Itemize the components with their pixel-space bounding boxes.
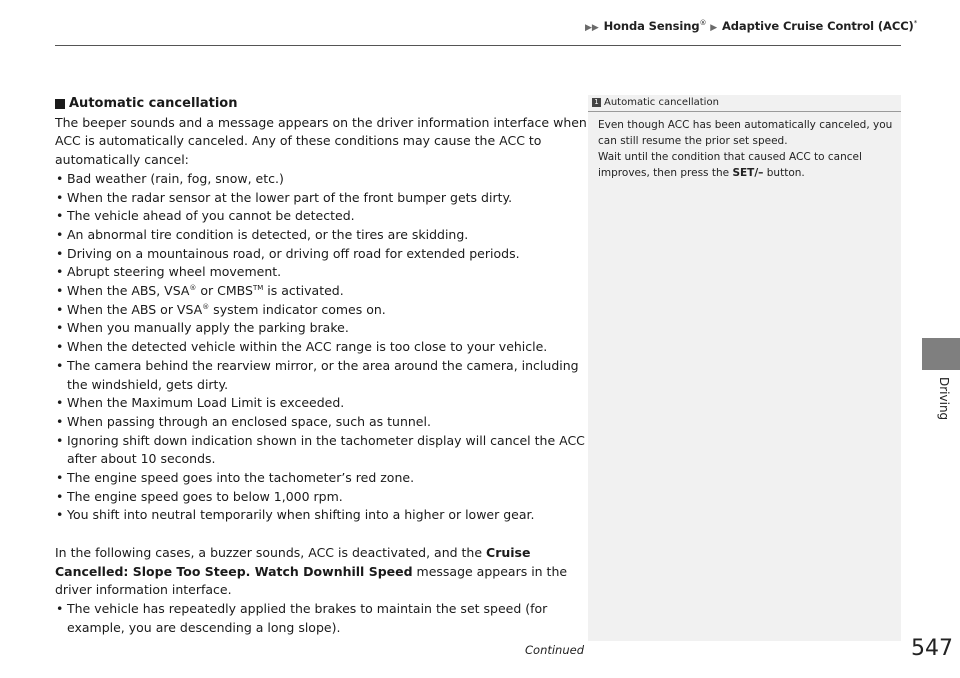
list-item: • The vehicle ahead of you cannot be detected.	[55, 207, 590, 226]
abs-post: is activated.	[263, 283, 344, 299]
section-heading-text: Automatic cancellation	[69, 96, 238, 111]
page-number: 547	[911, 636, 953, 661]
arrow-icon: ▶	[710, 23, 718, 33]
indicator-pre: When the ABS or VSA	[67, 301, 203, 317]
list-item: • The engine speed goes into the tachometer’s red zone.	[55, 469, 590, 488]
list-item-abs-activated	[55, 282, 590, 301]
header-divider	[55, 45, 901, 46]
list-item: • Driving on a mountainous road, or driving off road for extended periods.	[55, 245, 590, 264]
section-tab-label: Driving	[937, 377, 951, 421]
sidebar-line-2-post: button.	[763, 167, 805, 179]
list-item: • When the radar sensor at the lower part of the front bumper gets dirty.	[55, 189, 590, 208]
trademark-mark: TM	[252, 283, 264, 292]
sidebar-line-1: Even though ACC has been automatically canceled, you can still resume the prior set speed.	[598, 119, 893, 147]
intro-paragraph: The beeper sounds and a message appears on the driver information interface when ACC is automatically canceled. Any of these conditions may cause the ACC to automatically cancel:	[55, 114, 587, 168]
square-bullet-icon	[55, 99, 65, 109]
list-item: • The camera behind the rearview mirror, or the area around the camera, including the windshield, gets dirty.	[55, 357, 590, 394]
main-content	[55, 95, 590, 637]
breadcrumb-item-acc[interactable]: Adaptive Cruise Control (ACC)	[722, 19, 914, 33]
conditions-list	[55, 170, 590, 525]
sidebar-line-2-pre: Wait until the condition that caused ACC to cancel improves, then press the	[598, 151, 862, 179]
sidebar-body	[588, 112, 901, 181]
breadcrumb-item-honda-sensing[interactable]: Honda Sensing	[603, 19, 700, 33]
breadcrumb	[585, 19, 917, 33]
sidebar-title: Automatic cancellation	[604, 97, 719, 108]
list-item: • When the Maximum Load Limit is exceeded.	[55, 394, 590, 413]
arrow-icon: ▶▶	[585, 23, 599, 33]
registered-mark: ®	[189, 283, 197, 292]
registered-mark: ®	[202, 302, 210, 311]
list-item: • An abnormal tire condition is detected, or the tires are skidding.	[55, 226, 590, 245]
note-icon: 1	[592, 98, 601, 107]
abs-mid: or CMBS	[196, 283, 253, 299]
list-item: • Ignoring shift down indication shown in the tachometer display will cancel the ACC after about 10 seconds.	[55, 432, 590, 469]
sidebar-line-2	[598, 149, 893, 181]
sidebar-header	[588, 95, 901, 112]
set-button-label: SET/–	[732, 167, 764, 179]
asterisk-mark: *	[913, 19, 918, 28]
list-item: • You shift into neutral temporarily when shifting into a higher or lower gear.	[55, 506, 590, 525]
paragraph-gap	[55, 525, 590, 544]
continued-label: Continued	[525, 643, 585, 657]
list-item: • Abrupt steering wheel movement.	[55, 263, 590, 282]
section-tab[interactable]	[922, 338, 960, 370]
registered-mark: ®	[699, 19, 707, 28]
list-item: • When passing through an enclosed space, such as tunnel.	[55, 413, 590, 432]
list-item: • The vehicle has repeatedly applied the brakes to maintain the set speed (for example, you are descending a long slope).	[55, 600, 590, 637]
list-item: • The engine speed goes to below 1,000 rpm.	[55, 488, 590, 507]
slope-list	[55, 600, 590, 637]
list-item: • When the detected vehicle within the ACC range is too close to your vehicle.	[55, 338, 590, 357]
list-item-indicator	[55, 301, 590, 320]
section-heading	[55, 95, 590, 114]
list-item: • When you manually apply the parking brake.	[55, 319, 590, 338]
list-item: • Bad weather (rain, fog, snow, etc.)	[55, 170, 590, 189]
slope-text-post: message appears in the driver information interface.	[55, 563, 568, 598]
slope-paragraph	[55, 544, 590, 600]
sidebar-note	[588, 95, 901, 641]
slope-text-pre: In the following cases, a buzzer sounds, ACC is deactivated, and the	[55, 544, 487, 560]
indicator-post: system indicator comes on.	[209, 301, 386, 317]
abs-pre: When the ABS, VSA	[67, 283, 190, 299]
slope-message: Cruise Cancelled: Slope Too Steep. Watch Downhill Speed	[55, 544, 531, 579]
